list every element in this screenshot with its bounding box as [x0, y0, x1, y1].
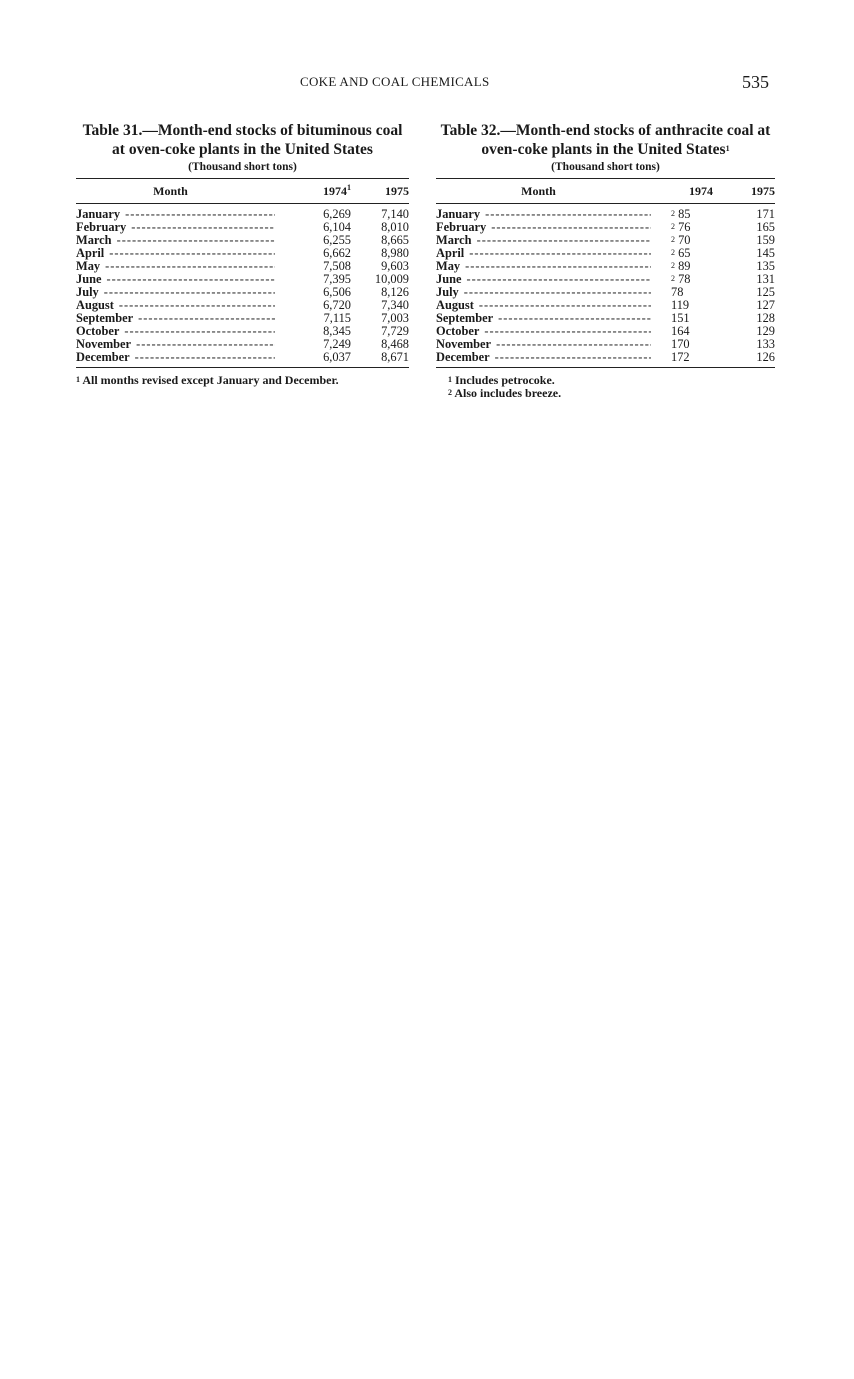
table-31-caption: Table 31.—Month-end stocks of bituminous coal at oven-coke plants in the United States [82, 122, 403, 158]
table-row [76, 247, 409, 260]
value-1975: 129 [756, 324, 775, 338]
month-cell [436, 325, 651, 338]
table-row [436, 351, 775, 364]
leader-dots [104, 286, 275, 299]
leader-dots [464, 286, 651, 299]
month-label: November [76, 338, 132, 351]
table-row [436, 247, 775, 260]
month-cell [76, 312, 275, 325]
value-1974-text: 70 [678, 233, 691, 247]
value-1974 [275, 351, 351, 364]
table-31-body [76, 204, 409, 367]
value-1975: 127 [756, 298, 775, 312]
month-label: April [436, 247, 465, 260]
table-row [76, 351, 409, 364]
table-row [436, 312, 775, 325]
value-1974-text: 89 [678, 259, 691, 273]
month-cell [436, 247, 651, 260]
month-cell [76, 273, 275, 286]
footnote-text: Also includes breeze. [454, 386, 562, 400]
value-1975: 8,665 [381, 233, 409, 247]
table-32 [436, 122, 775, 400]
table-row [76, 338, 409, 351]
value-1975: 10,009 [374, 272, 409, 286]
value-1974 [651, 351, 713, 364]
value-1975: 145 [756, 246, 775, 260]
value-1975: 171 [756, 207, 775, 221]
value-1974-text: 6,720 [323, 298, 351, 312]
month-cell [436, 208, 651, 221]
value-1975: 8,126 [381, 285, 409, 299]
column-header-1975: 1975 [385, 183, 409, 198]
month-cell [436, 260, 651, 273]
value-1975: 128 [756, 311, 775, 325]
table-row [436, 234, 775, 247]
month-cell [76, 221, 275, 234]
month-cell [76, 286, 275, 299]
month-label: September [436, 312, 494, 325]
value-1975: 125 [756, 285, 775, 299]
month-cell [436, 338, 651, 351]
month-cell [436, 312, 651, 325]
table-31-bottom-rule [76, 367, 409, 368]
footnote-mark: 1 [725, 143, 730, 153]
value-1975: 165 [756, 220, 775, 234]
footnote-mark: 2 [671, 209, 675, 218]
value-1974-text: 6,104 [323, 220, 351, 234]
footnote-mark: 1 [448, 375, 452, 384]
value-1974-text: 6,662 [323, 246, 351, 260]
month-label: February [436, 221, 487, 234]
leader-dots [491, 221, 651, 234]
value-1975: 8,980 [381, 246, 409, 260]
month-label: February [76, 221, 127, 234]
value-1974-text: 8,345 [323, 324, 351, 338]
column-header-month: Month [521, 183, 556, 198]
leader-dots [105, 260, 275, 273]
leader-dots [131, 221, 275, 234]
value-1975: 7,003 [381, 311, 409, 325]
footnote-mark: 2 [448, 388, 452, 397]
table-32-bottom-rule [436, 367, 775, 368]
value-1975: 133 [756, 337, 775, 351]
value-1974-text: 6,037 [323, 350, 351, 364]
value-1975: 7,340 [381, 298, 409, 312]
table-row [76, 208, 409, 221]
footnote-mark: 1 [76, 375, 80, 384]
leader-dots [124, 325, 275, 338]
month-label: May [76, 260, 101, 273]
month-cell [436, 286, 651, 299]
leader-dots [106, 273, 275, 286]
table-row [436, 260, 775, 273]
month-label: July [436, 286, 459, 299]
value-1975: 7,140 [381, 207, 409, 221]
table-31-header-row [76, 179, 409, 203]
month-cell [76, 260, 275, 273]
value-1975: 126 [756, 350, 775, 364]
month-label: July [76, 286, 99, 299]
footnote-mark: 2 [671, 274, 675, 283]
value-1974-text: 7,395 [323, 272, 351, 286]
footnote-mark: 2 [671, 261, 675, 270]
value-1975: 8,010 [381, 220, 409, 234]
table-32-caption: Table 32.—Month-end stocks of anthracite coal at oven-coke plants in the United States$^1$ [440, 122, 771, 158]
leader-dots [495, 351, 651, 364]
month-cell [76, 351, 275, 364]
table-row [436, 299, 775, 312]
month-cell [76, 325, 275, 338]
footnote [448, 387, 775, 400]
leader-dots [498, 312, 651, 325]
leader-dots [138, 312, 275, 325]
value-1974-text: 172 [671, 350, 690, 364]
table-row [76, 325, 409, 338]
month-cell [76, 208, 275, 221]
value-1974-text: 7,249 [323, 337, 351, 351]
month-label: March [76, 234, 112, 247]
value-1974-text: 151 [671, 311, 690, 325]
value-1974-text: 6,506 [323, 285, 351, 299]
leader-dots [469, 247, 651, 260]
leader-dots [496, 338, 651, 351]
month-label: October [436, 325, 480, 338]
table-row [436, 273, 775, 286]
month-cell [76, 234, 275, 247]
month-cell [436, 273, 651, 286]
column-header-1974: 1974$^1$ [323, 182, 351, 198]
table-row [436, 286, 775, 299]
column-header-1974: 1974 [689, 183, 713, 198]
table-row [436, 221, 775, 234]
value-1975: 9,603 [381, 259, 409, 273]
month-label: October [76, 325, 120, 338]
month-label: December [436, 351, 490, 364]
value-1974-text: 170 [671, 337, 690, 351]
month-label: August [76, 299, 114, 312]
leader-dots [477, 234, 651, 247]
column-header-1975: 1975 [751, 183, 775, 198]
leader-dots [117, 234, 275, 247]
page-number: 535 [742, 72, 769, 92]
table-31 [76, 122, 409, 387]
value-1974-text: 85 [678, 207, 691, 221]
table-31-units: (Thousand short tons) [188, 161, 297, 173]
table-32-footnotes [436, 374, 775, 400]
footnote [76, 374, 409, 387]
value-1974-text: 78 [671, 285, 684, 299]
footnote-text: Includes petrocoke. [455, 373, 555, 387]
value-1975: 7,729 [381, 324, 409, 338]
table-32-units: (Thousand short tons) [551, 161, 660, 173]
footnote-mark: 2 [671, 222, 675, 231]
month-label: September [76, 312, 134, 325]
month-label: May [436, 260, 461, 273]
month-label: August [436, 299, 474, 312]
table-row [436, 325, 775, 338]
table-row [76, 260, 409, 273]
value-1974-text: 119 [671, 298, 690, 312]
value-1975: 135 [756, 259, 775, 273]
leader-dots [485, 208, 651, 221]
leader-dots [135, 351, 275, 364]
table-row [76, 312, 409, 325]
running-title: COKE AND COAL CHEMICALS [300, 74, 490, 89]
value-1974-text: 65 [678, 246, 691, 260]
month-cell [436, 221, 651, 234]
table-row [76, 299, 409, 312]
month-label: January [436, 208, 481, 221]
footnote-text: All months revised except January and December. [82, 373, 339, 387]
month-label: December [76, 351, 130, 364]
month-cell [436, 234, 651, 247]
leader-dots [119, 299, 275, 312]
month-label: June [76, 273, 102, 286]
month-cell [76, 299, 275, 312]
month-cell [436, 351, 651, 364]
footnote-mark: 2 [671, 235, 675, 244]
month-cell [76, 247, 275, 260]
table-row [436, 208, 775, 221]
value-1974-text: 6,255 [323, 233, 351, 247]
value-1974-text: 76 [678, 220, 691, 234]
value-1975: 131 [756, 272, 775, 286]
table-row [436, 338, 775, 351]
value-1974-text: 78 [678, 272, 691, 286]
month-label: November [436, 338, 492, 351]
footnote-mark: 1 [347, 182, 351, 192]
table-32-header-row [436, 179, 775, 203]
value-1974-text: 164 [671, 324, 690, 338]
month-label: March [436, 234, 472, 247]
value-1974-text: 6,269 [323, 207, 351, 221]
value-1975: 8,468 [381, 337, 409, 351]
value-1975: 159 [756, 233, 775, 247]
value-1974-text: 7,115 [323, 311, 351, 325]
leader-dots [466, 273, 651, 286]
leader-dots [109, 247, 275, 260]
table-row [76, 286, 409, 299]
month-cell [436, 299, 651, 312]
table-row [76, 221, 409, 234]
footnote-mark: 2 [671, 248, 675, 257]
leader-dots [136, 338, 275, 351]
table-row [76, 273, 409, 286]
month-cell [76, 338, 275, 351]
leader-dots [479, 299, 651, 312]
leader-dots [465, 260, 651, 273]
table-32-body [436, 204, 775, 367]
leader-dots [125, 208, 275, 221]
value-1974-text: 7,508 [323, 259, 351, 273]
value-1975: 8,671 [381, 350, 409, 364]
month-label: June [436, 273, 462, 286]
leader-dots [484, 325, 651, 338]
table-row [76, 234, 409, 247]
month-label: April [76, 247, 105, 260]
table-31-footnotes [76, 374, 409, 387]
column-header-month: Month [153, 183, 188, 198]
month-label: January [76, 208, 121, 221]
